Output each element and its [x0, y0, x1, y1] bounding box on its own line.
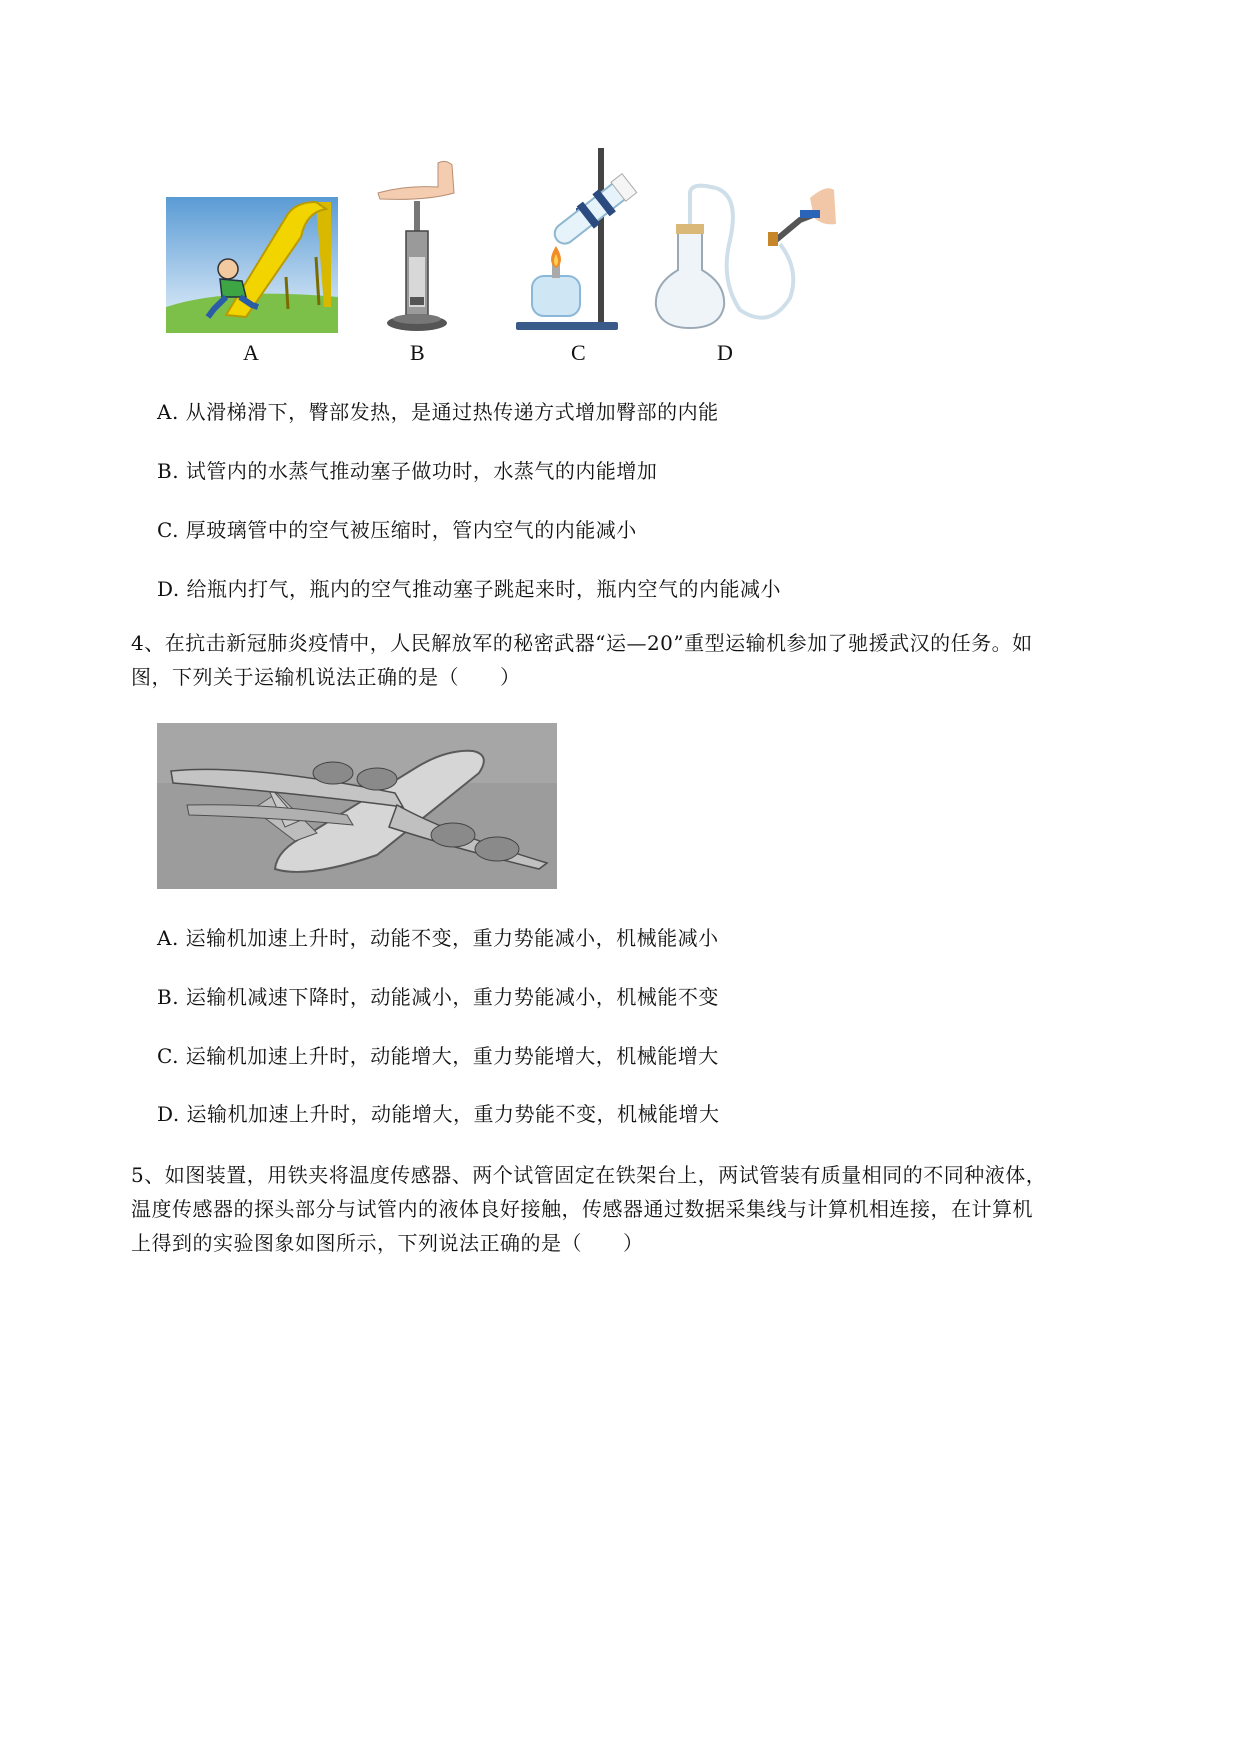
q5-stem-line-3: 上得到的实验图象如图所示，下列说法正确的是（ ） [131, 1231, 644, 1255]
figure-b-label: B [410, 340, 425, 365]
q4-stem-line-1: 4、在抗击新冠肺炎疫情中，人民解放军的秘密武器“运—20”重型运输机参加了驰援武汉的任务。如 [131, 631, 1033, 655]
flask-pump-illustration [650, 180, 836, 333]
q3-option-a: A. 从滑梯滑下，臀部发热，是通过热传递方式增加臀部的内能 [157, 400, 719, 424]
q4-option-c: C. 运输机加速上升时，动能增大，重力势能增大，机械能增大 [157, 1044, 719, 1068]
q5-stem-line-2: 温度传感器的探头部分与试管内的液体良好接触，传感器通过数据采集线与计算机相连接，在计算机 [131, 1197, 1033, 1221]
figure-a [166, 197, 338, 333]
test-tube-heating-illustration [514, 146, 640, 333]
figure-b [376, 157, 466, 333]
air-pump-illustration [376, 157, 466, 333]
figure-a-label: A [243, 340, 259, 365]
q4-stem-line-2: 图，下列关于运输机说法正确的是（ ） [131, 665, 521, 689]
figure-c [514, 146, 640, 333]
figure-d [650, 180, 836, 333]
q4-option-a: A. 运输机加速上升时，动能不变，重力势能减小，机械能减小 [157, 926, 719, 950]
slide-illustration [166, 197, 338, 333]
q4-option-b: B. 运输机减速下降时，动能减小，重力势能减小，机械能不变 [157, 985, 719, 1009]
q5-stem [131, 1158, 1091, 1260]
q3-option-b: B. 试管内的水蒸气推动塞子做功时，水蒸气的内能增加 [157, 459, 658, 483]
figure-d-label: D [717, 340, 733, 365]
q4-figure [157, 723, 557, 889]
transport-plane-photo [157, 723, 557, 889]
figure-c-label: C [571, 340, 586, 365]
q4-stem [131, 626, 1091, 694]
q3-option-d: D. 给瓶内打气，瓶内的空气推动塞子跳起来时，瓶内空气的内能减小 [157, 577, 782, 601]
q3-option-c: C. 厚玻璃管中的空气被压缩时，管内空气的内能减小 [157, 518, 637, 542]
q4-option-d: D. 运输机加速上升时，动能增大，重力势能不变，机械能增大 [157, 1102, 720, 1126]
q5-stem-line-1: 5、如图装置，用铁夹将温度传感器、两个试管固定在铁架台上，两试管装有质量相同的不同种液体， [131, 1163, 1047, 1187]
